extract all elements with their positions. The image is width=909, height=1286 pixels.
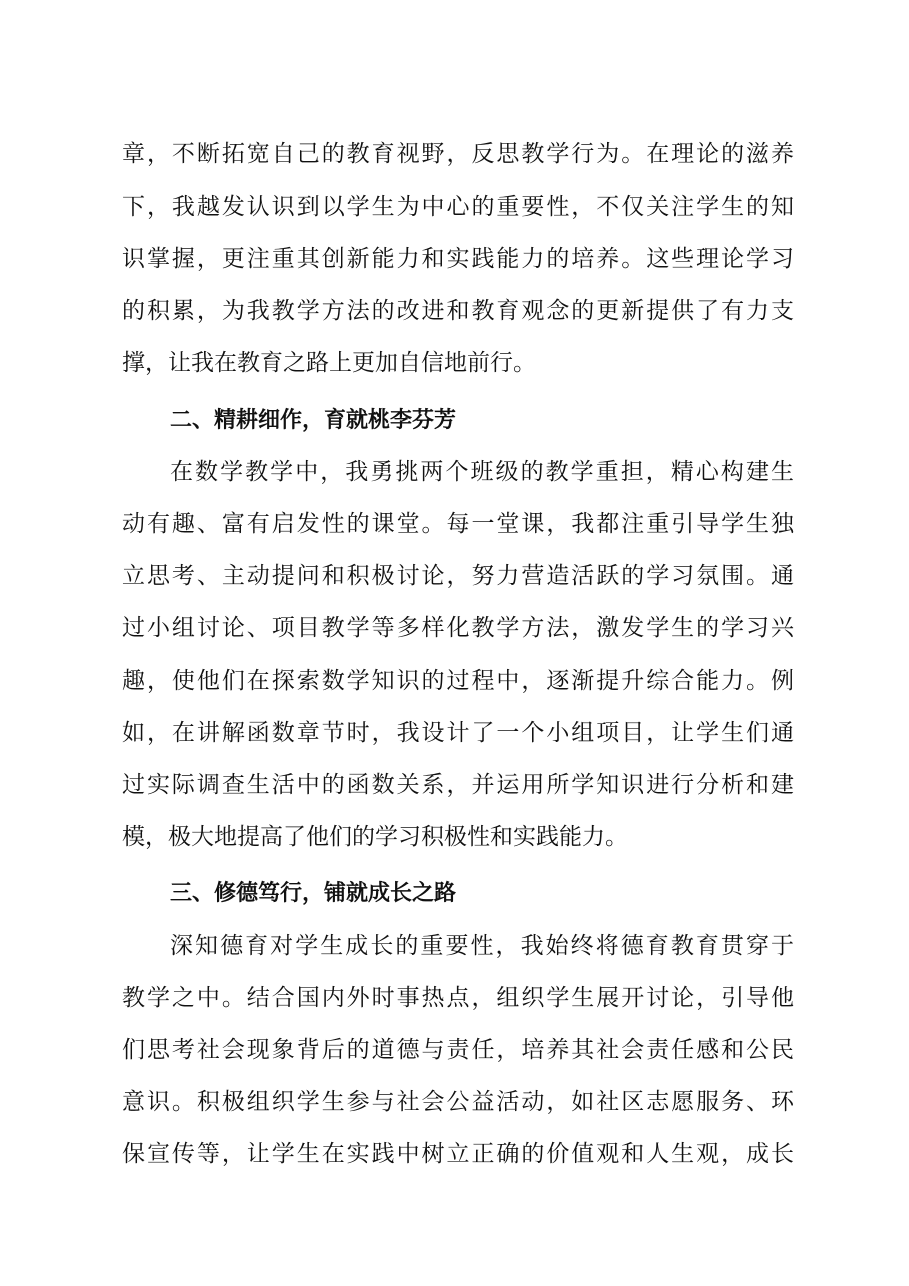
paragraph-line: 下，我越发认识到以学生为中心的重要性，不仅关注学生的知 — [122, 194, 794, 220]
paragraph-line: 保宣传等，让学生在实践中树立正确的价值观和人生观，成长 — [122, 1141, 794, 1167]
section-heading: 二、精耕细作，育就桃李芬芳 — [170, 408, 457, 433]
paragraph-line: 们思考社会现象背后的道德与责任，培养其社会责任感和公民 — [122, 1037, 794, 1063]
paragraph-line: 立思考、主动提问和积极讨论，努力营造活跃的学习氛围。通 — [122, 563, 794, 589]
paragraph-line: 深知德育对学生成长的重要性，我始终将德育教育贯穿于 — [170, 933, 794, 959]
paragraph-line: 撑，让我在教育之路上更加自信地前行。 — [122, 350, 536, 376]
paragraph-line: 过小组讨论、项目教学等多样化教学方法，激发学生的学习兴 — [122, 615, 794, 641]
paragraph-line: 模，极大地提高了他们的学习积极性和实践能力。 — [122, 824, 628, 850]
paragraph-line: 的积累，为我教学方法的改进和教育观念的更新提供了有力支 — [122, 298, 794, 324]
paragraph-line: 在数学教学中，我勇挑两个班级的教学重担，精心构建生 — [170, 459, 794, 485]
paragraph-line: 意识。积极组织学生参与社会公益活动，如社区志愿服务、环 — [122, 1089, 794, 1115]
paragraph-line: 识掌握，更注重其创新能力和实践能力的培养。这些理论学习 — [122, 246, 794, 272]
paragraph-line: 过实际调查生活中的函数关系，并运用所学知识进行分析和建 — [122, 772, 794, 798]
section-heading: 三、修德笃行，铺就成长之路 — [170, 881, 457, 906]
paragraph-line: 教学之中。结合国内外时事热点，组织学生展开讨论，引导他 — [122, 985, 794, 1011]
paragraph-line: 章，不断拓宽自己的教育视野，反思教学行为。在理论的滋养 — [122, 141, 794, 167]
paragraph-line: 动有趣、富有启发性的课堂。每一堂课，我都注重引导学生独 — [122, 511, 794, 537]
paragraph-line: 如，在讲解函数章节时，我设计了一个小组项目，让学生们通 — [122, 720, 794, 746]
paragraph-line: 趣，使他们在探索数学知识的过程中，逐渐提升综合能力。例 — [122, 668, 794, 694]
